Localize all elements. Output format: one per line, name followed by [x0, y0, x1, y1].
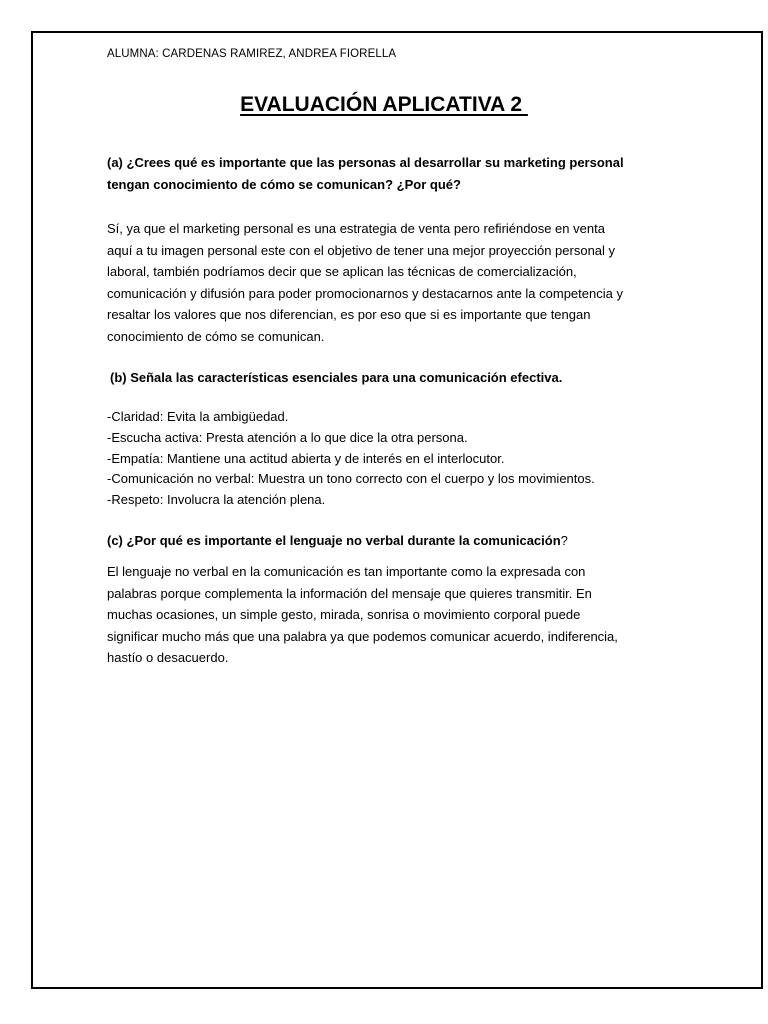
question-c-text: (c) ¿Por qué es importante el lenguaje no verbal durante la comunicación — [107, 533, 561, 548]
answer-a-line: comunicación y difusión para poder promocionarnos y destacarnos ante la competencia y — [107, 285, 623, 301]
question-a-line: tengan conocimiento de cómo se comunican? ¿Por qué? — [107, 176, 461, 192]
question-c-mark: ? — [560, 533, 568, 548]
answer-c-line: muchas ocasiones, un simple gesto, mirada, sonrisa o movimiento corporal puede — [107, 607, 581, 622]
answer-a-line: Sí, ya que el marketing personal es una estrategia de venta pero refiriéndose en venta — [107, 221, 605, 236]
answer-c-line: significar mucho más que una palabra ya que podemos comunicar acuerdo, indiferencia, — [107, 628, 618, 644]
question-a-line: (a) ¿Crees qué es importante que las personas al desarrollar su marketing personal — [107, 155, 624, 170]
answer-a-line: resaltar los valores que nos diferencian, es por eso que si es importante que tengan — [107, 307, 591, 322]
question-c — [107, 530, 667, 552]
answer-c-line: palabras porque complementa la información del mensaje que quieres transmitir. En — [107, 585, 592, 601]
question-a — [107, 152, 667, 195]
question-b: (b) Señala las características esenciales para una comunicación efectiva. — [110, 370, 563, 385]
student-name: ALUMNA: CARDENAS RAMIREZ, ANDREA FIORELLA — [107, 48, 397, 60]
answer-a-line: laboral, también podríamos decir que se aplican las técnicas de comercialización, — [107, 264, 577, 279]
answer-c-line: hastío o desacuerdo. — [107, 650, 229, 665]
answer-c-line: El lenguaje no verbal en la comunicación es tan importante como la expresada con — [107, 564, 586, 579]
characteristics-list — [107, 407, 667, 511]
answer-a-line: aquí a tu imagen personal este con el objetivo de tener una mejor proyección personal y — [107, 242, 616, 258]
page-title: EVALUACIÓN APLICATIVA 2 — [240, 93, 528, 116]
list-item: -Claridad: Evita la ambigüedad. — [107, 409, 289, 424]
answer-a-line: conocimiento de cómo se comunican. — [107, 328, 325, 344]
answer-a — [107, 218, 667, 347]
list-item: -Empatía: Mantiene una actitud abierta y de interés en el interlocutor. — [107, 450, 505, 466]
list-item: -Respeto: Involucra la atención plena. — [107, 492, 326, 508]
answer-c — [107, 561, 667, 669]
list-item: -Escucha activa: Presta atención a lo que dice la otra persona. — [107, 429, 468, 445]
list-item: -Comunicación no verbal: Muestra un tono correcto con el cuerpo y los movimientos. — [107, 471, 595, 487]
